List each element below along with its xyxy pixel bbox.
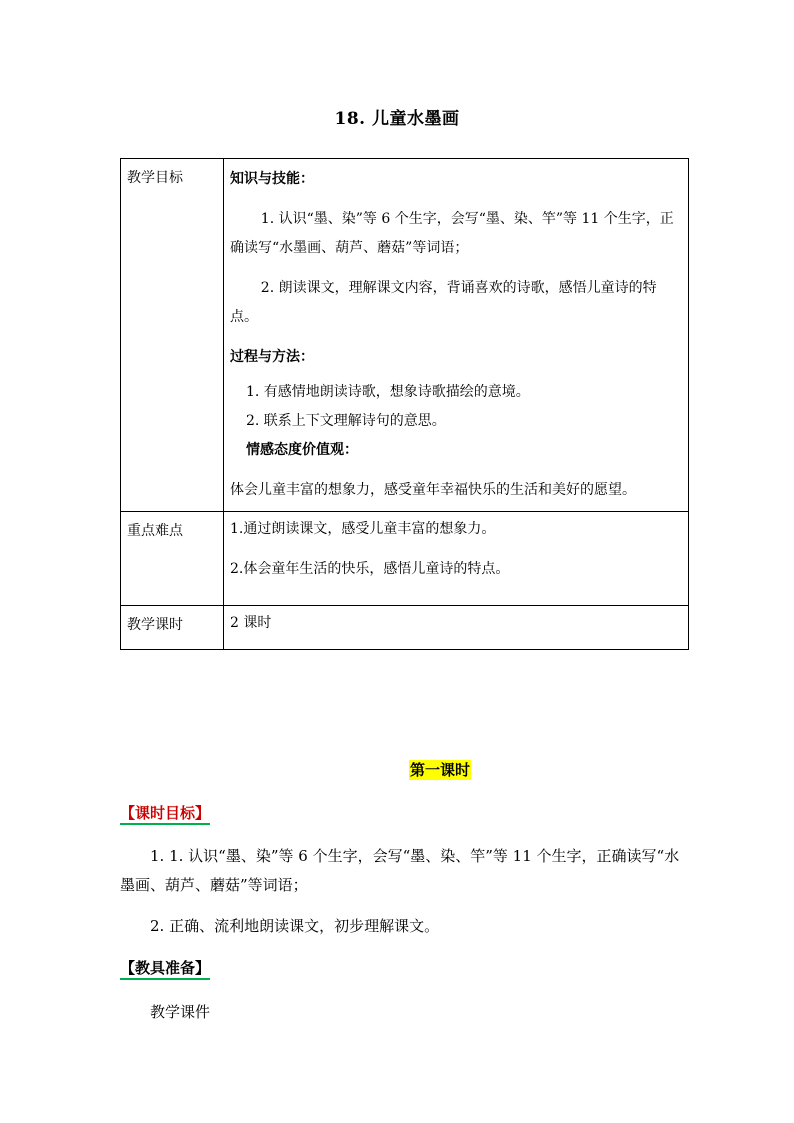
objectives-heading: 【课时目标】 [120,803,210,825]
process-heading: 过程与方法： [230,349,314,365]
key-points-content [224,512,689,606]
table-row-key-points [121,512,689,606]
objective-item-2: 2. 正确、流利地朗读课文，初步理解课文。 [150,917,440,935]
lesson-heading: 第一课时 [410,761,471,779]
emotion-heading: 情感态度价值观： [246,442,358,458]
hours-label: 教学课时 [121,606,224,650]
emotion-item-1: 体会儿童丰富的想象力，感受童年幸福快乐的生活和美好的愿望。 [230,482,636,498]
table-row-goals [121,159,689,512]
goals-content [224,159,689,512]
page-title: 18. 儿童水墨画 [334,109,460,129]
key-points-label: 重点难点 [121,512,224,606]
knowledge-heading: 知识与技能： [230,171,314,187]
prep-item: 教学课件 [150,1003,211,1021]
table-row-hours [121,606,689,650]
process-item-1: 1. 有感情地朗读诗歌，想象诗歌描绘的意境。 [246,384,530,400]
prep-heading: 【教具准备】 [120,958,210,980]
lesson-plan-table [120,158,689,650]
knowledge-item-2: 2. 朗读课文，理解课文内容，背诵喜欢的诗歌，感悟儿童诗的特点。 [230,280,657,325]
knowledge-item-1: 1. 认识“墨、染”等 6 个生字，会写“墨、染、竿”等 11 个生字，正确读写“水墨画、葫芦、蘑菇”等词语； [230,211,674,256]
objective-item-1: 1. 1. 认识“墨、染”等 6 个生字，会写“墨、染、竿”等 11 个生字，正确读写“水墨画、葫芦、蘑菇”等词语； [120,847,680,894]
key-point-1: 1.通过朗读课文，感受儿童丰富的想象力。 [230,521,496,537]
process-item-2: 2. 联系上下文理解诗句的意思。 [246,413,446,429]
hours-content [224,606,689,650]
key-point-2: 2.体会童年生活的快乐，感悟儿童诗的特点。 [230,561,510,577]
goals-label: 教学目标 [121,159,224,512]
hours-value: 2 课时 [230,615,272,631]
